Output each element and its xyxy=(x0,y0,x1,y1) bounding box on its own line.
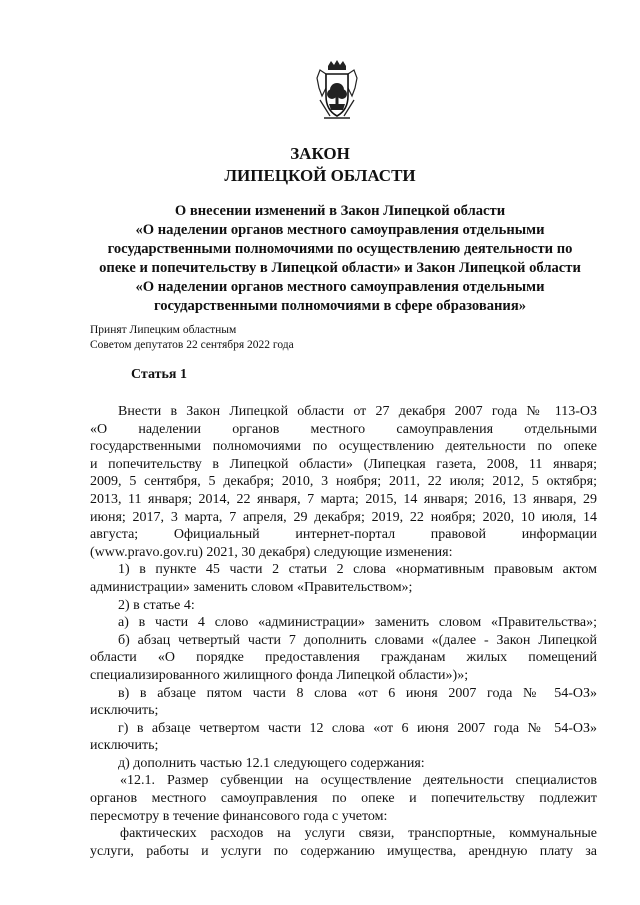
article-body xyxy=(90,403,597,860)
article-heading: Статья 1 xyxy=(131,367,187,382)
body-line: «О наделении органов местного самоуправления отдельными xyxy=(90,421,597,437)
body-line: органов местного самоуправления по опеке и попечительству подлежит xyxy=(90,791,597,807)
body-line: 2013, 11 января; 2014, 22 января, 7 марта; 2015, 14 января; 2016, 13 января, 29 xyxy=(90,491,597,507)
body-line: исключить; xyxy=(90,703,159,719)
body-line: и попечительству в Липецкой области» (Липецкая газета, 2008, 11 января; xyxy=(90,456,597,472)
law-subject xyxy=(80,202,600,316)
body-line: Внести в Закон Липецкой области от 27 декабря 2007 года № 113-ОЗ xyxy=(118,404,597,419)
body-line: исключить; xyxy=(90,738,159,754)
subject-line: «О наделении органов местного самоуправления отдельными xyxy=(135,279,545,295)
body-line: 1) в пункте 45 части 2 статьи 2 слова «нормативным правовым актом xyxy=(118,562,597,578)
body-line: области «О порядке предоставления гражданам жилых помещений xyxy=(90,650,597,666)
body-line: «12.1. Размер субвенции на осуществление деятельности специалистов xyxy=(120,773,597,789)
body-line: (www.pravo.gov.ru) 2021, 30 декабря) следующие изменения: xyxy=(90,544,453,560)
subject-line: «О наделении органов местного самоуправления отдельными xyxy=(135,222,545,238)
body-line: фактических расходов на услуги связи, транспортные, коммунальные xyxy=(120,826,597,842)
adoption-line: Принят Липецким областным xyxy=(90,324,237,336)
body-line: в) в абзаце пятом части 8 слова «от 6 июня 2007 года № 54-ОЗ» xyxy=(118,685,597,701)
subject-line: государственными полномочиями по осуществлению деятельности по xyxy=(107,241,573,257)
body-line: государственными полномочиями по осуществлению деятельности по опеке xyxy=(90,439,597,455)
body-line: 2) в статье 4: xyxy=(118,597,195,613)
body-line: а) в части 4 слово «администрации» заменить словом «Правительства»; xyxy=(118,615,597,631)
body-line: июня; 2017, 3 марта, 7 апреля, 29 декабря; 2019, 22 ноября; 2020, 10 июля, 14 xyxy=(90,509,597,525)
issuing-region: ЛИПЕЦКОЙ ОБЛАСТИ xyxy=(224,166,416,185)
body-line: пересмотру в течение финансового года с учетом: xyxy=(90,808,388,824)
adoption-note xyxy=(90,323,294,353)
lipetsk-coat-of-arms-icon xyxy=(314,58,360,124)
body-line: б) абзац четвертый части 7 дополнить словами «(далее - Закон Липецкой xyxy=(118,632,597,648)
body-line: услуги, работы и услуги по содержанию имущества, арендную плату за xyxy=(90,843,597,859)
body-line: г) в абзаце четвертом части 12 слова «от 6 июня 2007 года № 54-ОЗ» xyxy=(118,720,597,736)
subject-line: О внесении изменений в Закон Липецкой области xyxy=(174,203,506,219)
body-line: 2009, 5 сентября, 5 декабря; 2010, 3 ноября; 2011, 22 июля; 2012, 5 октября; xyxy=(90,474,597,490)
adoption-line: Советом депутатов 22 сентября 2022 года xyxy=(90,339,294,351)
body-line: администрации» заменить словом «Правительством»; xyxy=(90,579,413,595)
subject-line: опеке и попечительству в Липецкой области» и Закон Липецкой области xyxy=(99,260,581,276)
document-type: ЗАКОН xyxy=(290,144,350,163)
body-line: августа; Официальный интернет-портал правовой информации xyxy=(90,527,597,543)
body-line: специализированного жилищного фонда Липецкой области»)»; xyxy=(90,667,469,683)
body-line: д) дополнить частью 12.1 следующего содержания: xyxy=(118,755,425,771)
subject-line: государственными полномочиями в сфере образования» xyxy=(153,298,527,314)
